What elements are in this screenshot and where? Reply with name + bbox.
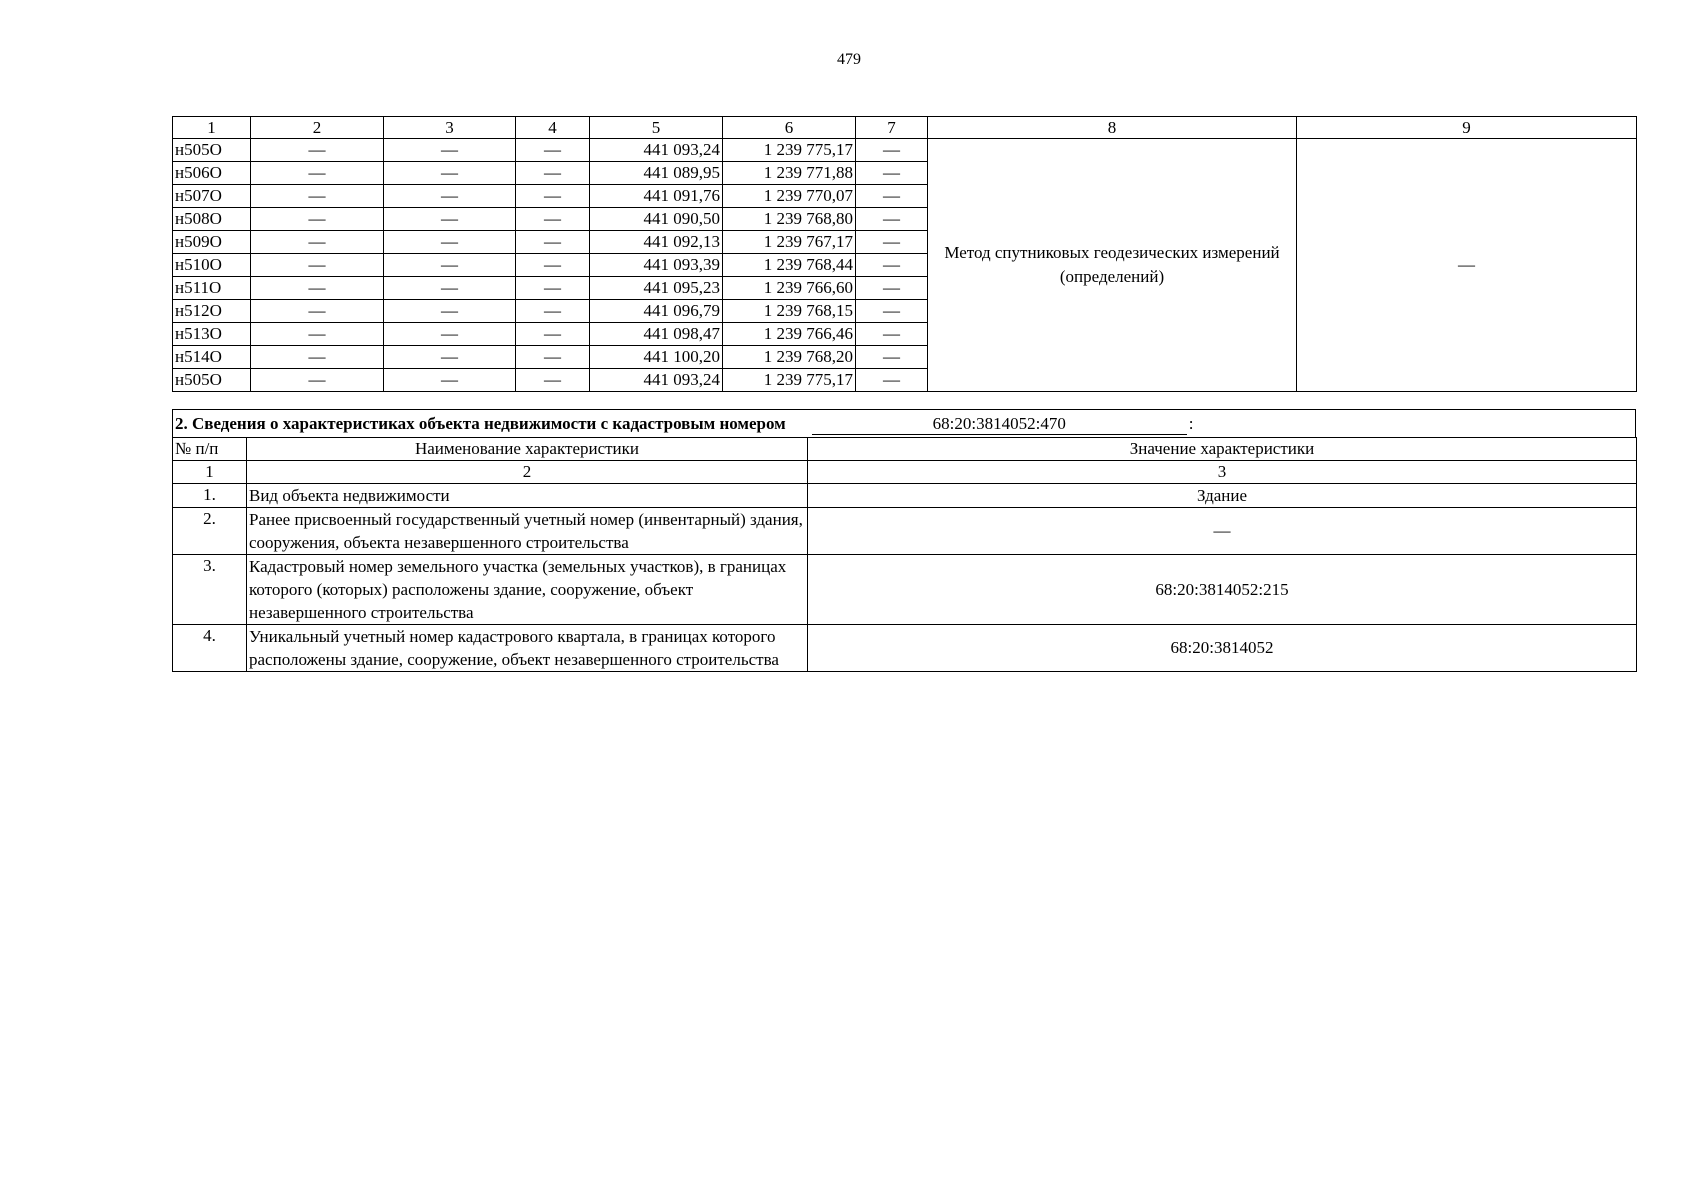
table-cell: — [384, 254, 516, 277]
coords-header-cell: 5 [590, 117, 723, 139]
characteristic-name-cell: Кадастровый номер земельного участка (земельных участков), в границах которого (которых) расположены здание, сооружение, объект незавершенного строительства [247, 555, 808, 625]
point-name-cell: н505О [173, 139, 251, 162]
table-cell: 1 239 768,44 [723, 254, 856, 277]
characteristic-value-cell: 68:20:3814052 [808, 625, 1637, 672]
chars-subheader-cell: 1 [173, 461, 247, 484]
table-cell: 441 093,24 [590, 369, 723, 392]
point-name-cell: н507О [173, 185, 251, 208]
point-name-cell: н505О [173, 369, 251, 392]
table-cell: — [384, 346, 516, 369]
table-cell: — [251, 323, 384, 346]
table-cell: 441 089,95 [590, 162, 723, 185]
table-cell: — [251, 185, 384, 208]
table-cell: 1 239 770,07 [723, 185, 856, 208]
page-number: 479 [837, 51, 861, 68]
table-cell: — [251, 346, 384, 369]
table-cell: — [384, 231, 516, 254]
table-cell: 1 239 775,17 [723, 139, 856, 162]
table-cell: — [384, 139, 516, 162]
chars-subheader-row [173, 461, 1637, 484]
table-row [173, 625, 1637, 672]
table-cell: — [384, 300, 516, 323]
row-number-cell: 1. [173, 484, 247, 508]
chars-header-cell: Наименование характеристики [247, 438, 808, 461]
table-cell: — [516, 346, 590, 369]
characteristic-value-cell: Здание [808, 484, 1637, 508]
table-cell: 441 096,79 [590, 300, 723, 323]
table-cell: 441 100,20 [590, 346, 723, 369]
table-cell: — [251, 231, 384, 254]
table-cell: — [251, 208, 384, 231]
table-cell: — [251, 139, 384, 162]
point-name-cell: н508О [173, 208, 251, 231]
table-cell: 1 239 766,46 [723, 323, 856, 346]
section-2-title-cell [173, 410, 1636, 438]
table-cell: — [251, 369, 384, 392]
point-name-cell: н511О [173, 277, 251, 300]
coords-header-cell: 9 [1297, 117, 1637, 139]
chars-header-cell: Значение характеристики [808, 438, 1637, 461]
table-cell: 441 092,13 [590, 231, 723, 254]
table-cell: — [251, 162, 384, 185]
table-cell: — [384, 369, 516, 392]
table-cell: — [856, 139, 928, 162]
coords-header-cell: 8 [928, 117, 1297, 139]
table-cell: — [251, 300, 384, 323]
table-cell: 441 098,47 [590, 323, 723, 346]
table-cell: — [384, 185, 516, 208]
characteristic-name-cell: Уникальный учетный номер кадастрового квартала, в границах которого расположены здание, сооружение, объект незавершенного строительства [247, 625, 808, 672]
table-cell: — [384, 277, 516, 300]
table-cell: — [856, 277, 928, 300]
point-name-cell: н512О [173, 300, 251, 323]
table-cell: 1 239 766,60 [723, 277, 856, 300]
table-cell: — [384, 323, 516, 346]
table-cell: — [856, 254, 928, 277]
chars-header-cell: № п/п [173, 438, 247, 461]
characteristic-name-cell: Ранее присвоенный государственный учетный номер (инвентарный) здания, сооружения, объекта незавершенного строительства [247, 508, 808, 555]
table-cell: — [856, 369, 928, 392]
coords-header-cell: 7 [856, 117, 928, 139]
row-number-cell: 3. [173, 555, 247, 625]
table-cell: 1 239 768,15 [723, 300, 856, 323]
table-cell: — [516, 323, 590, 346]
coords-header-cell: 4 [516, 117, 590, 139]
chars-subheader-cell: 2 [247, 461, 808, 484]
column-9-cell: — [1297, 139, 1637, 392]
point-name-cell: н506О [173, 162, 251, 185]
table-cell: — [516, 208, 590, 231]
chars-subheader-cell: 3 [808, 461, 1637, 484]
cadastral-number: 68:20:3814052:470 [812, 414, 1187, 435]
coords-header-row [173, 117, 1637, 139]
characteristic-value-cell: 68:20:3814052:215 [808, 555, 1637, 625]
point-name-cell: н514О [173, 346, 251, 369]
table-cell: 441 091,76 [590, 185, 723, 208]
coords-header-cell: 1 [173, 117, 251, 139]
table-cell: — [516, 369, 590, 392]
table-cell: 441 095,23 [590, 277, 723, 300]
table-cell: 1 239 767,17 [723, 231, 856, 254]
table-cell: — [856, 323, 928, 346]
table-cell: — [856, 300, 928, 323]
section-2-title: 2. Сведения о характеристиках объекта недвижимости с кадастровым номером [175, 413, 786, 433]
table-row [173, 139, 1637, 162]
table-cell: — [516, 300, 590, 323]
section-2-colon: : [1188, 413, 1194, 433]
table-cell: — [856, 185, 928, 208]
coords-header-cell: 3 [384, 117, 516, 139]
point-name-cell: н509О [173, 231, 251, 254]
table-cell: 441 093,24 [590, 139, 723, 162]
table-cell: — [516, 139, 590, 162]
table-cell: 441 090,50 [590, 208, 723, 231]
table-cell: 441 093,39 [590, 254, 723, 277]
table-cell: — [251, 254, 384, 277]
row-number-cell: 2. [173, 508, 247, 555]
table-cell: 1 239 768,80 [723, 208, 856, 231]
table-cell: — [856, 162, 928, 185]
table-cell: — [384, 208, 516, 231]
table-cell: — [856, 346, 928, 369]
table-cell: — [516, 277, 590, 300]
section-2-header [172, 409, 1636, 438]
table-cell: — [516, 254, 590, 277]
table-cell: — [516, 162, 590, 185]
table-cell: — [384, 162, 516, 185]
table-cell: — [856, 231, 928, 254]
characteristics-table [172, 437, 1637, 672]
point-name-cell: н510О [173, 254, 251, 277]
table-cell: — [856, 208, 928, 231]
table-cell: 1 239 775,17 [723, 369, 856, 392]
table-cell: — [516, 185, 590, 208]
table-cell: 1 239 771,88 [723, 162, 856, 185]
table-row [173, 508, 1637, 555]
coordinates-table [172, 116, 1637, 392]
table-cell: — [251, 277, 384, 300]
table-cell: 1 239 768,20 [723, 346, 856, 369]
table-row [173, 484, 1637, 508]
coords-header-cell: 6 [723, 117, 856, 139]
point-name-cell: н513О [173, 323, 251, 346]
chars-header-row [173, 438, 1637, 461]
table-row [173, 555, 1637, 625]
coords-header-cell: 2 [251, 117, 384, 139]
row-number-cell: 4. [173, 625, 247, 672]
characteristic-name-cell: Вид объекта недвижимости [247, 484, 808, 508]
characteristic-value-cell: — [808, 508, 1637, 555]
measurement-method-cell: Метод спутниковых геодезических измерений (определений) [928, 139, 1297, 392]
table-cell: — [516, 231, 590, 254]
